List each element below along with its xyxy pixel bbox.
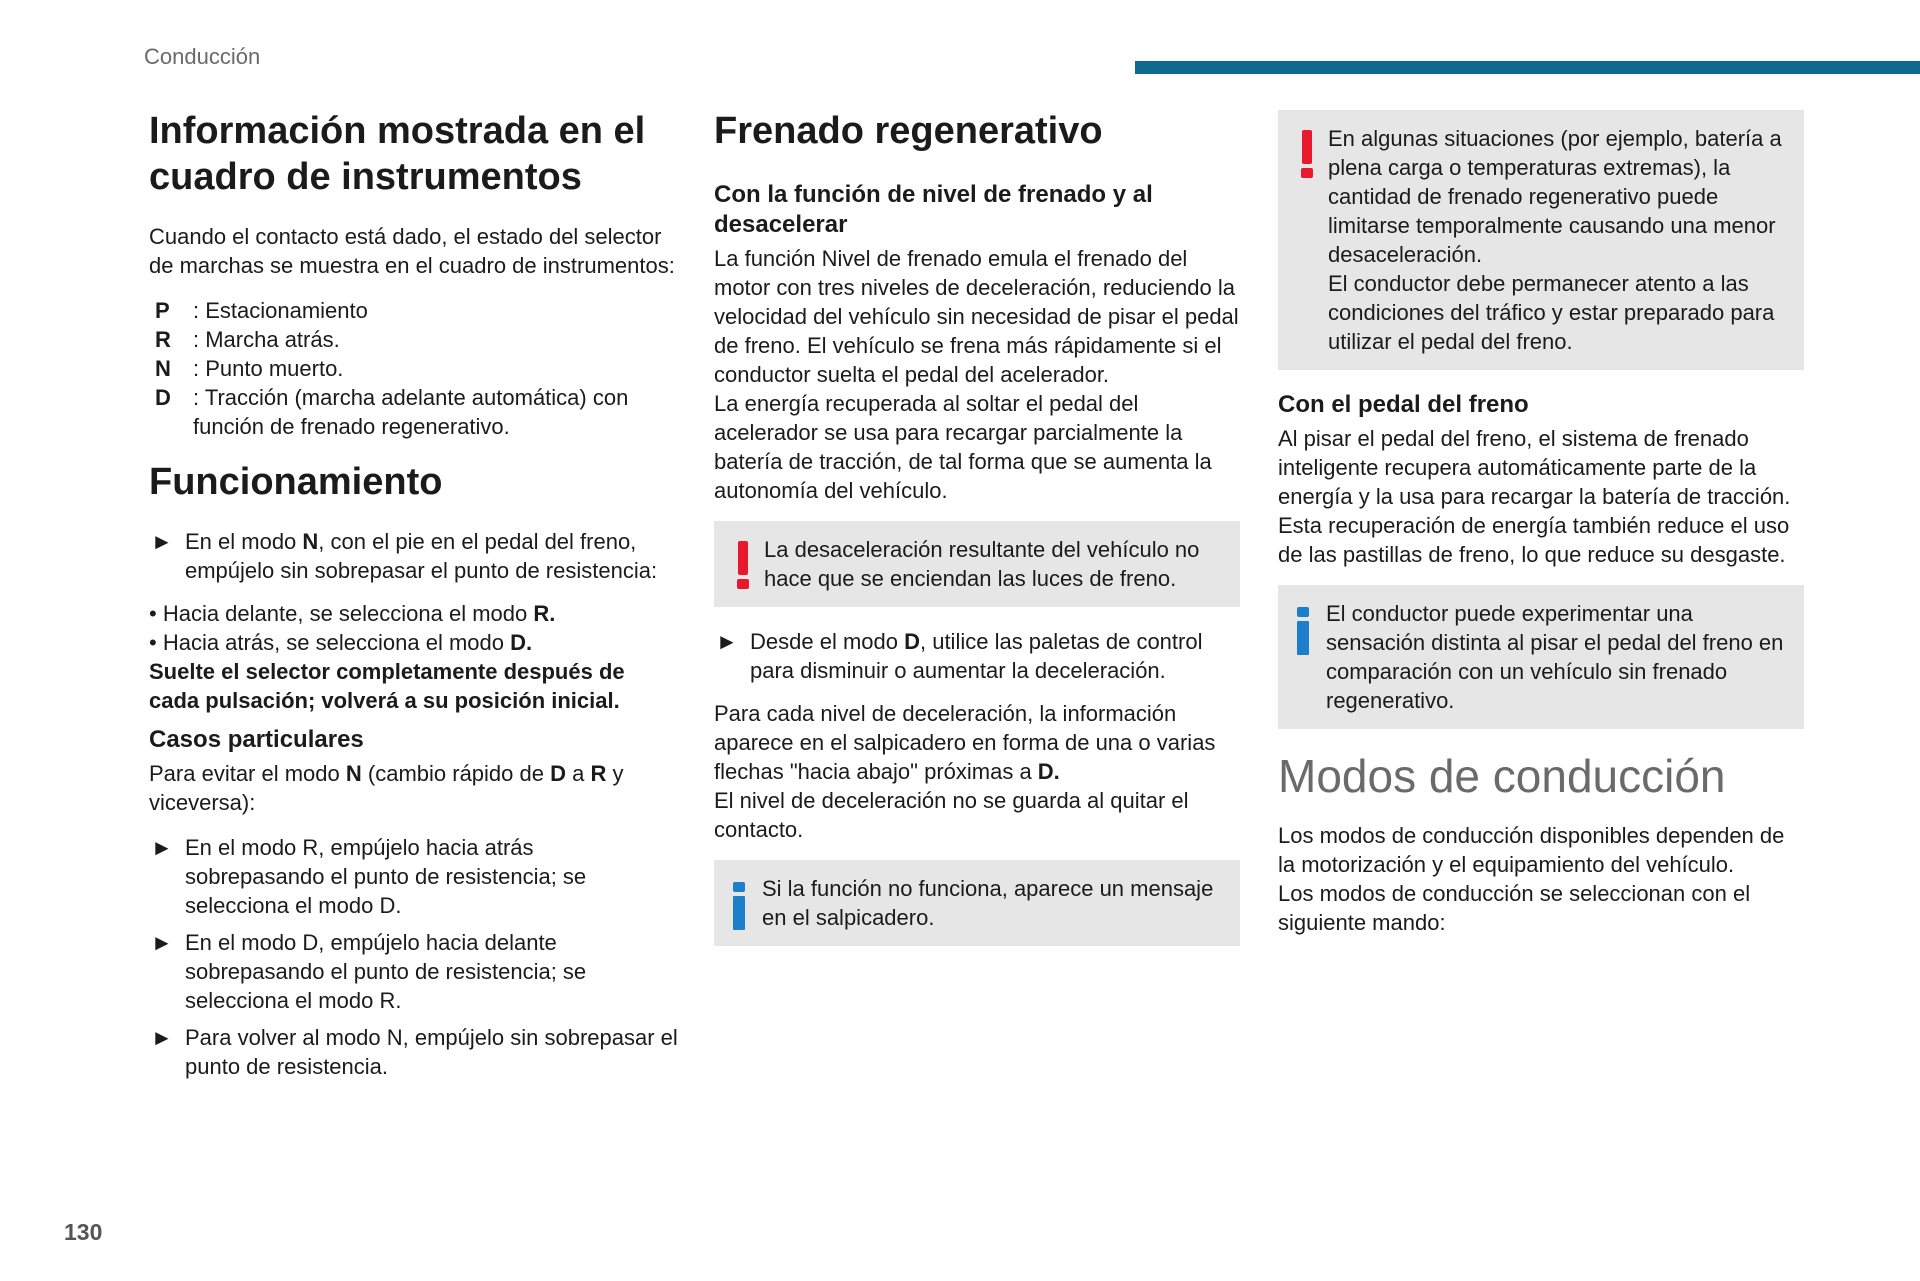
gear-desc: : Tracción (marcha adelante automática) con función de frenado regenerativo.	[193, 385, 629, 439]
gear-row	[155, 383, 679, 441]
paragraph: Los modos de conducción disponibles dependen de la motorización y el equipamiento del vehículo.	[1278, 823, 1785, 877]
gear-row	[155, 296, 679, 325]
column-2	[714, 108, 1240, 966]
step-text: En el modo D, empújelo hacia delante sobrepasando el punto de resistencia; se selecciona el modo R.	[185, 930, 587, 1013]
text-run: a	[565, 761, 591, 786]
warning-note	[1278, 110, 1804, 370]
step-text: Para volver al modo N, empújelo sin sobrepasar el punto de resistencia.	[185, 1025, 678, 1079]
text-run: Para evitar el modo	[149, 761, 346, 786]
text-run: (cambio rápido de	[361, 761, 551, 786]
warning-text: En algunas situaciones (por ejemplo, batería a plena carga o temperaturas extremas), la cantidad de frenado regenerativo puede limitarse temporalmente causando una menor desaceleración.	[1328, 126, 1782, 267]
special-paragraph	[149, 759, 679, 817]
bullet-text: • Hacia atrás, se selecciona el modo	[149, 630, 511, 655]
paragraph: Esta recuperación de energía también reduce el uso de las pastillas de freno, lo que reduce su desgaste.	[1278, 513, 1790, 567]
paragraph: La función Nivel de frenado emula el frenado del motor con tres niveles de deceleración, reduciendo la velocidad del vehículo sin necesidad de pisar el pedal de freno. El vehículo se frena más rápidamente si el conductor suelta el pedal del acelerador.	[714, 246, 1239, 387]
list-item	[149, 628, 679, 657]
step-item	[149, 928, 679, 1015]
bullet-list	[149, 599, 679, 715]
step-text: En el modo R, empújelo hacia atrás sobrepasando el punto de resistencia; se selecciona el modo D.	[185, 835, 587, 918]
arrow-right-icon: ►	[151, 930, 173, 955]
step-text: En el modo	[185, 529, 303, 554]
info-icon	[1294, 607, 1312, 655]
mode-letter: N	[345, 761, 362, 786]
warning-note	[714, 521, 1240, 607]
info-icon	[730, 882, 748, 930]
step-item	[149, 1023, 679, 1081]
paragraph: El nivel de deceleración no se guarda al quitar el contacto.	[714, 788, 1189, 842]
gear-table	[155, 296, 679, 441]
text-run: y viceversa):	[149, 761, 624, 815]
warning-text: La desaceleración resultante del vehículo no hace que se enciendan las luces de freno.	[764, 537, 1200, 591]
paragraph: Al pisar el pedal del freno, el sistema de frenado inteligente recupera automáticamente parte de la energía y la usa para recargar la batería de tracción.	[1278, 426, 1791, 509]
gear-desc: : Marcha atrás.	[193, 327, 340, 352]
gear-key: P	[155, 298, 170, 323]
title-operation: Funcionamiento	[149, 461, 443, 503]
info-note	[714, 860, 1240, 946]
gear-key: N	[155, 356, 171, 381]
title-instrument-info: Información mostrada en el cuadro de instrumentos	[149, 110, 646, 198]
subtitle-brake-pedal: Con el pedal del freno	[1278, 391, 1529, 418]
mode-letter: R.	[533, 601, 556, 626]
paragraph: La energía recuperada al soltar el pedal del acelerador se usa para recargar parcialmente la batería de tracción, de tal forma que se aumenta la autonomía del vehículo.	[714, 391, 1212, 503]
step-text: , con el pie en el pedal del freno, empújelo sin sobrepasar el punto de resistencia:	[185, 529, 658, 583]
step-item	[149, 527, 679, 585]
info-note	[1278, 585, 1804, 729]
gear-desc: : Punto muerto.	[193, 356, 344, 381]
paragraph	[714, 699, 1240, 786]
gear-row	[155, 325, 679, 354]
column-1	[149, 108, 679, 1095]
text-run: Para cada nivel de deceleración, la información aparece en el salpicadero en forma de una o varias flechas "hacia abajo" próximas a	[714, 701, 1216, 784]
mode-letter: D	[550, 761, 566, 786]
warning-icon	[1296, 130, 1320, 176]
gear-key: D	[155, 385, 171, 410]
gear-key: R	[155, 327, 171, 352]
subtitle-special-cases: Casos particulares	[149, 726, 364, 753]
paragraph: Los modos de conducción se seleccionan con el siguiente mando:	[1278, 881, 1751, 935]
column-3	[1278, 110, 1804, 953]
section-label: Conducción	[144, 44, 261, 69]
mode-letter: D.	[510, 630, 533, 655]
mode-letter: R	[590, 761, 607, 786]
intro-paragraph: Cuando el contacto está dado, el estado del selector de marchas se muestra en el cuadro de instrumentos:	[149, 224, 675, 278]
warning-icon	[732, 541, 756, 587]
mode-letter: D.	[1037, 759, 1060, 784]
info-text: Si la función no funciona, aparece un mensaje en el salpicadero.	[762, 876, 1214, 930]
gear-desc: : Estacionamiento	[193, 298, 368, 323]
gear-row	[155, 354, 679, 383]
arrow-right-icon: ►	[151, 529, 173, 554]
step-text: Desde el modo	[750, 629, 905, 654]
arrow-right-icon: ►	[151, 835, 173, 860]
mode-letter: N	[302, 529, 319, 554]
title-regenerative-braking: Frenado regenerativo	[714, 110, 1103, 152]
title-driving-modes: Modos de conducción	[1278, 750, 1726, 802]
bullet-text: • Hacia delante, se selecciona el modo	[149, 601, 534, 626]
warning-text: El conductor debe permanecer atento a las condiciones del tráfico y estar preparado para utilizar el pedal del freno.	[1328, 271, 1775, 354]
release-note: Suelte el selector completamente después de cada pulsación; volverá a su posición inicial.	[149, 659, 625, 713]
mode-letter: D	[904, 629, 920, 654]
arrow-right-icon: ►	[151, 1025, 173, 1050]
step-text: , utilice las paletas de control para disminuir o aumentar la deceleración.	[750, 629, 1203, 683]
subtitle-braking-level: Con la función de nivel de frenado y al desacelerar	[714, 181, 1153, 238]
info-text: El conductor puede experimentar una sensación distinta al pisar el pedal del freno en comparación con un vehículo sin frenado regenerativo.	[1326, 601, 1784, 713]
page-number: 130	[64, 1219, 103, 1245]
header-accent-bar	[1135, 61, 1920, 74]
arrow-right-icon: ►	[716, 629, 738, 654]
step-item	[149, 833, 679, 920]
list-item	[149, 599, 679, 628]
step-item	[714, 627, 1240, 685]
